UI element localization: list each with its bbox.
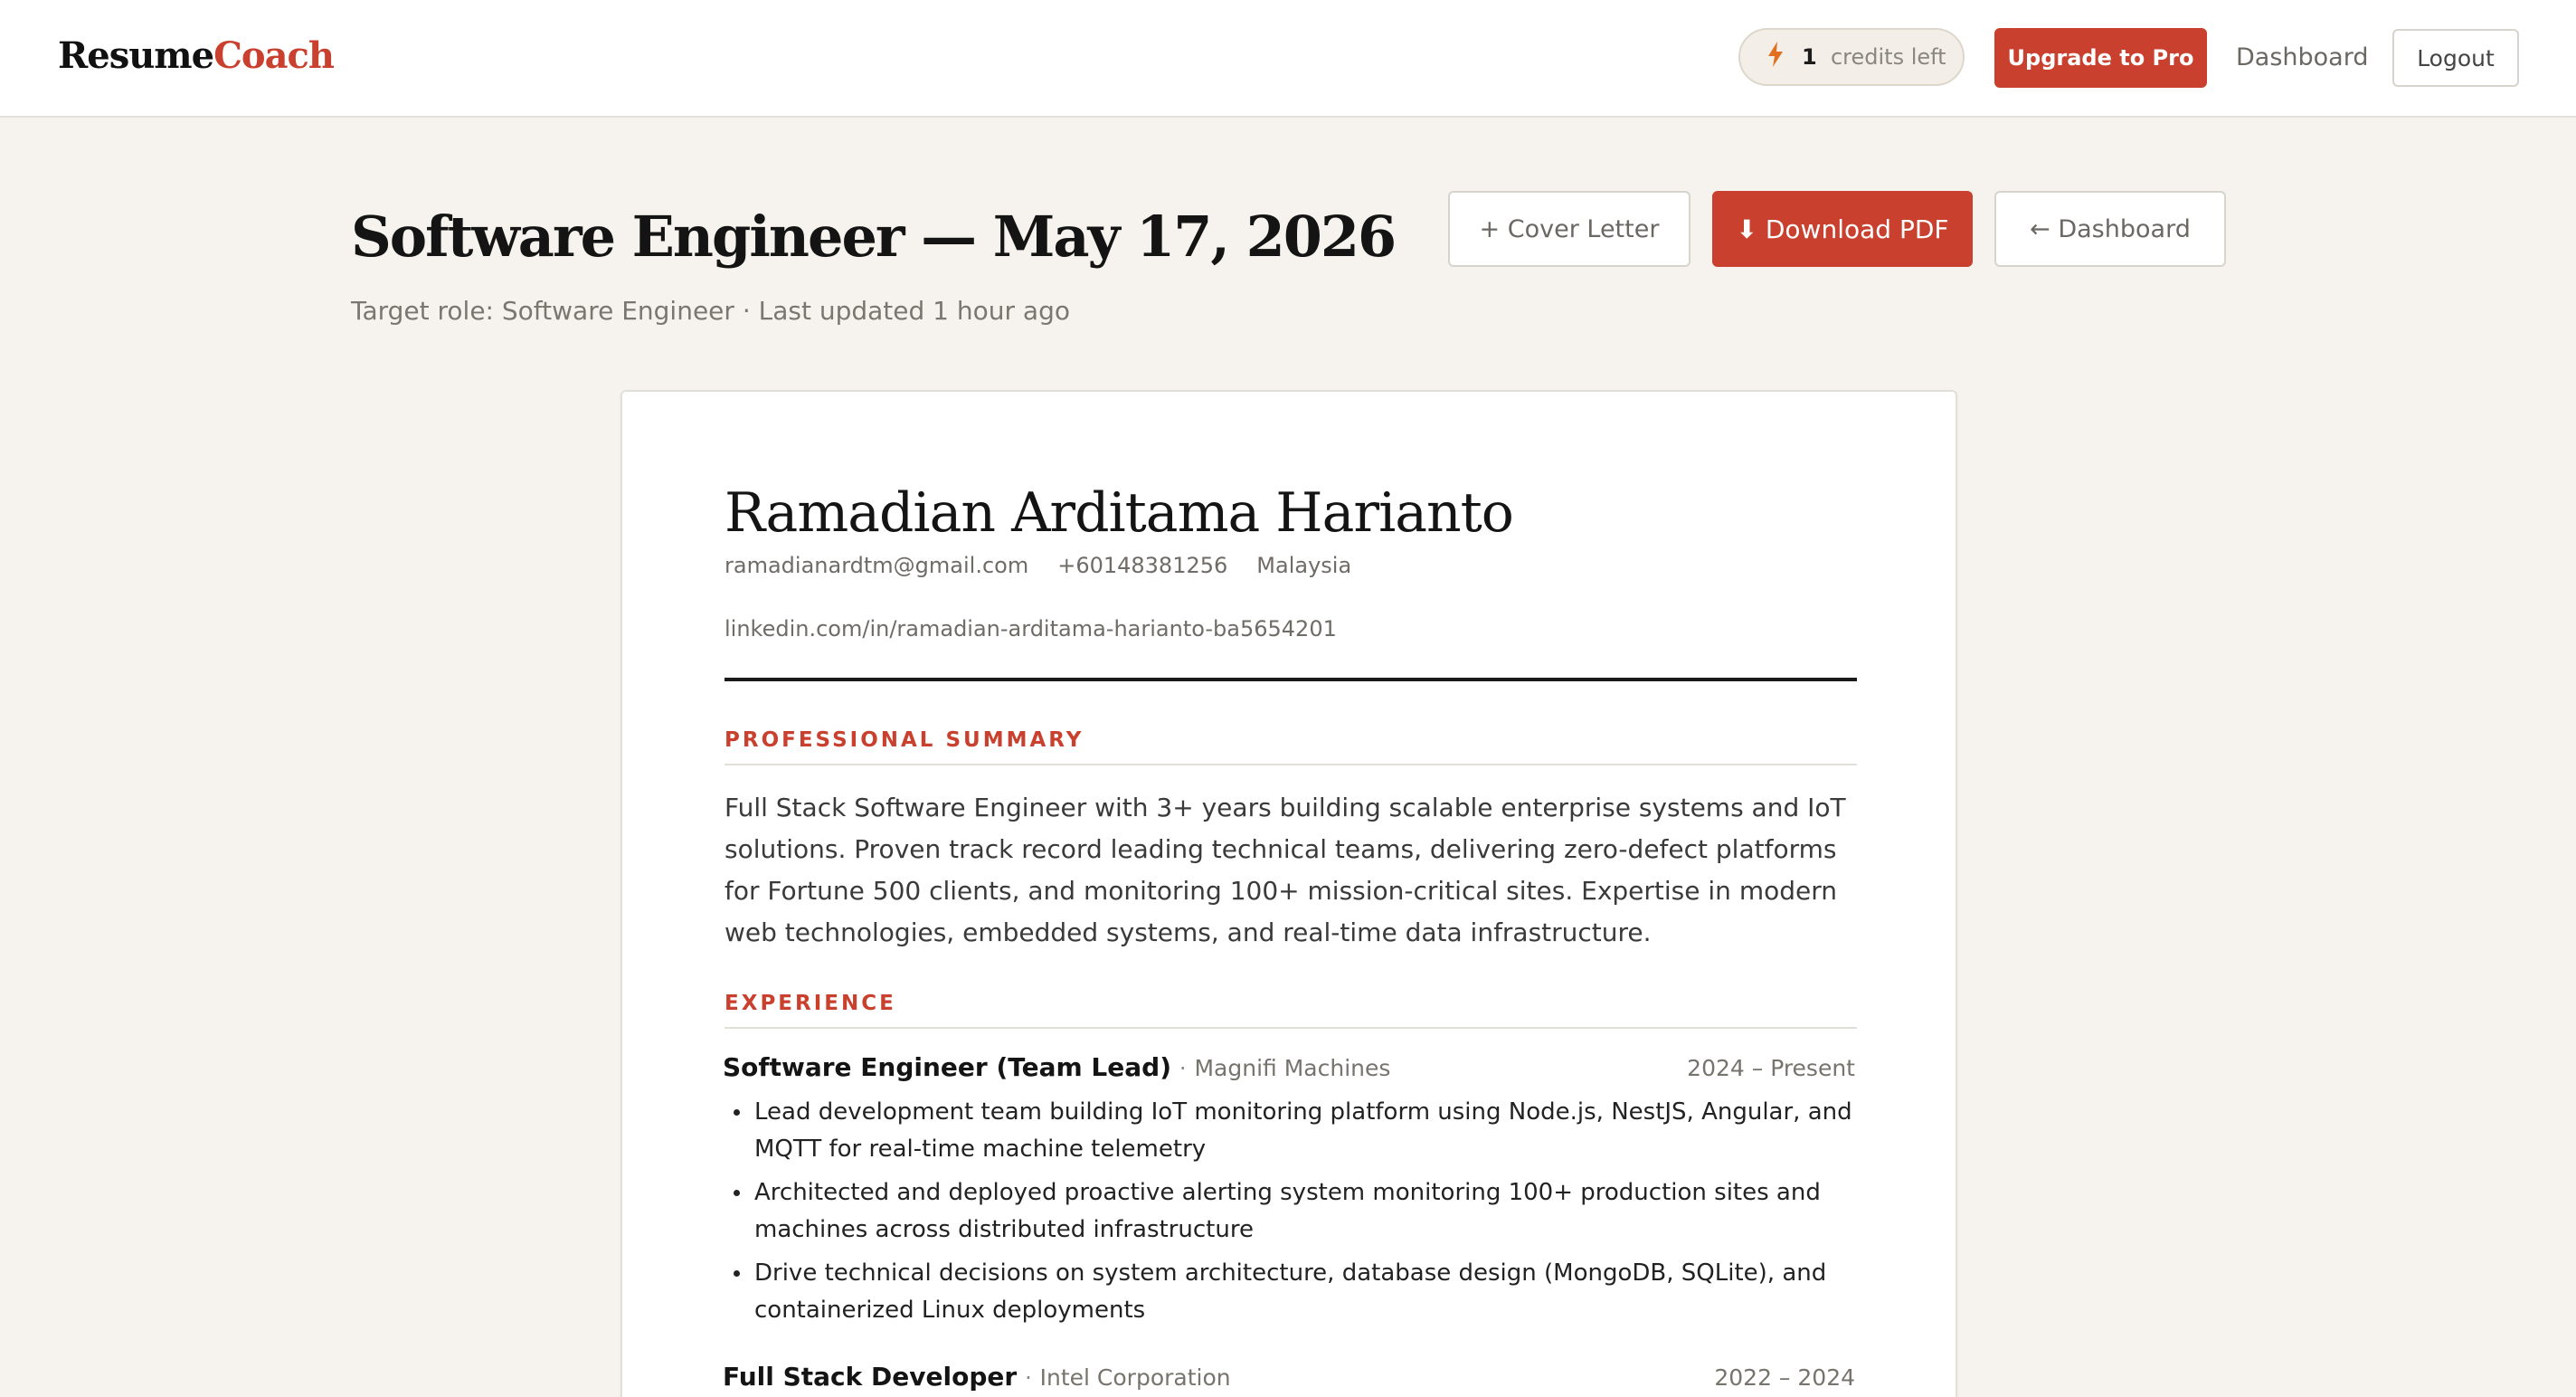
job-separator: · xyxy=(1025,1365,1032,1391)
credits-label: credits left xyxy=(1830,44,1946,70)
job-dates: 2022 – 2024 xyxy=(1714,1364,1855,1391)
nav-dashboard-link[interactable]: Dashboard xyxy=(2236,43,2369,71)
credits-badge xyxy=(1738,28,1965,86)
job-company: Intel Corporation xyxy=(1039,1364,1231,1391)
upgrade-button[interactable]: Upgrade to Pro xyxy=(1994,28,2207,88)
resume-name: Ramadian Arditama Harianto xyxy=(724,481,1513,545)
experience-item xyxy=(723,1356,1855,1397)
job-separator: · xyxy=(1179,1056,1187,1081)
experience-heading: EXPERIENCE xyxy=(724,989,1857,1029)
logout-button[interactable]: Logout xyxy=(2392,29,2519,87)
page-title: Software Engineer — May 17, 2026 xyxy=(351,204,1396,270)
job-bullets xyxy=(723,1094,1855,1329)
page-subtitle: Target role: Software Engineer · Last updated 1 hour ago xyxy=(351,296,1070,326)
resume-phone: +60148381256 xyxy=(1057,553,1228,578)
experience-item-header xyxy=(723,1047,1855,1088)
download-pdf-button[interactable]: ⬇ Download PDF xyxy=(1712,191,1973,267)
job-bullet: Lead development team building IoT monitoring platform using Node.js, NestJS, Angular, and MQTT for real-time machine telemetry xyxy=(723,1094,1855,1168)
back-to-dashboard-button[interactable]: ← Dashboard xyxy=(1994,191,2226,267)
logo[interactable] xyxy=(58,33,334,80)
job-dates: 2024 – Present xyxy=(1687,1055,1855,1081)
experience-item-header xyxy=(723,1356,1855,1397)
lightning-bolt-icon xyxy=(1767,42,1785,73)
experience-item xyxy=(723,1047,1855,1335)
credits-count: 1 xyxy=(1802,44,1817,70)
resume-contact xyxy=(724,550,1351,581)
job-title: Software Engineer (Team Lead) xyxy=(723,1052,1172,1082)
job-bullet: Architected and deployed proactive alerting system monitoring 100+ production sites and machines across distributed infrastructure xyxy=(723,1174,1855,1249)
resume-location: Malaysia xyxy=(1256,553,1352,578)
top-bar xyxy=(0,0,2576,118)
resume-linkedin: linkedin.com/in/ramadian-arditama-harianto-ba5654201 xyxy=(724,616,1337,641)
logo-accent: Coach xyxy=(213,34,334,77)
job-bullet: Drive technical decisions on system architecture, database design (MongoDB, SQLite), and containerized Linux deployments xyxy=(723,1255,1855,1329)
resume-divider xyxy=(724,678,1857,681)
resume-email: ramadianardtm@gmail.com xyxy=(724,553,1029,578)
job-title: Full Stack Developer xyxy=(723,1362,1018,1392)
lightning-bolt-svg xyxy=(1767,42,1784,67)
summary-heading: PROFESSIONAL SUMMARY xyxy=(724,726,1857,765)
logo-main: Resume xyxy=(58,34,214,77)
cover-letter-button[interactable]: + Cover Letter xyxy=(1448,191,1690,267)
job-company: Magnifi Machines xyxy=(1194,1055,1391,1081)
summary-text: Full Stack Software Engineer with 3+ years building scalable enterprise systems and IoT solutions. Proven track record leading technical teams, delivering zero-defect platforms for Fortune 500 clients, and monitoring 100+ mission-critical sites. Expertise in modern web technologies, embedded systems, and real-time data infrastructure. xyxy=(724,793,1846,947)
